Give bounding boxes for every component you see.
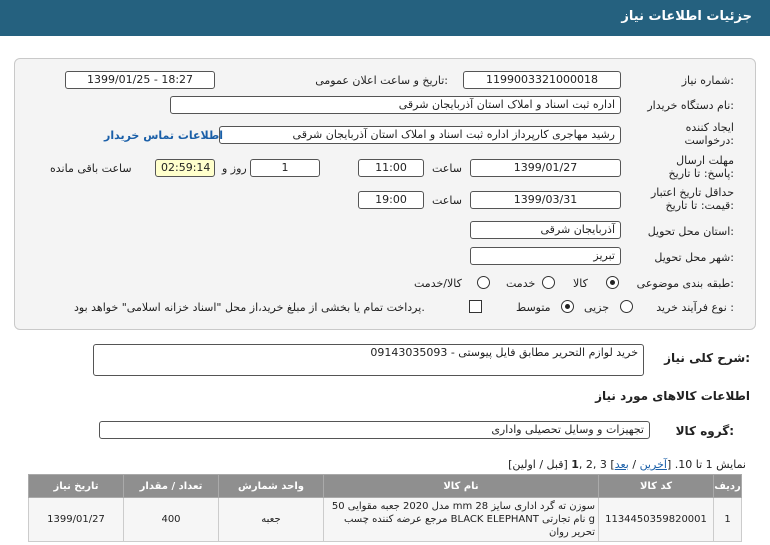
cell-name: سوزن ته گرد اداری سایز 28 mm مدل 2020 جعبه مقوایی 50 g نام تجارتی BLACK ELEPHANT مرجع عرضه کننده چسب تحریر روان [324,498,599,542]
reply-time-field: 11:00 [358,159,424,177]
price-time-label: ساعت [432,194,462,207]
process-option-minor: جزیی [584,301,610,314]
buyer-org-label: نام دستگاه خریدار: [647,99,734,112]
col-date: تاریخ نیاز [29,475,124,498]
city-field: تبریز [470,247,621,265]
need-number-label: شماره نیاز: [681,74,734,87]
category-option-goods-service: کالا/خدمت [414,277,462,290]
announce-label: تاریخ و ساعت اعلان عمومی: [315,74,448,87]
pager-current: 1 [571,458,579,471]
pager-prefix: نمایش 1 تا 10. [ [666,458,746,471]
summary-label: شرح کلی نیاز: [664,351,750,365]
category-radio-goods-service[interactable] [477,276,490,289]
buyer-org-field: اداره ثبت اسناد و املاک استان آذربایجان شرقی [170,96,621,114]
col-name: نام کالا [324,475,599,498]
goods-table [28,474,742,542]
process-label: نوع فرآیند خرید : [656,301,734,314]
province-field: آذربایجان شرقی [470,221,621,239]
city-label: شهر محل تحویل: [654,251,734,264]
category-option-service: خدمت [506,277,536,290]
pager-tail: [قبل / اولین] [508,458,572,471]
process-radio-medium[interactable] [561,300,574,313]
price-time-field: 19:00 [358,191,424,209]
creator-field: رشید مهاجری کارپرداز اداره ثبت اسناد و املاک استان آذربایجان شرقی [219,126,621,144]
remaining-timer: 02:59:14 [155,159,215,177]
page-title: جزئیات اطلاعات نیاز [621,9,752,24]
province-label: استان محل تحویل: [647,225,734,238]
category-radio-service[interactable] [542,276,555,289]
pager-next-link[interactable]: بعد [614,458,629,471]
reply-date-field: 1399/01/27 [470,159,621,177]
goods-section-title: اطلاعات کالاهای مورد نیاز [595,389,750,403]
col-qty: تعداد / مقدار [124,475,219,498]
col-unit: واحد شمارش [219,475,324,498]
cell-row: 1 [714,498,742,542]
need-number-field: 1199003321000018 [463,71,621,89]
pager-last-link[interactable]: آخرین [639,458,667,471]
cell-code: 1134450359820001 [599,498,714,542]
reply-time-label: ساعت [432,162,462,175]
category-label: طبقه بندی موضوعی: [636,277,734,290]
process-radio-minor[interactable] [620,300,633,313]
days-label: روز و [222,162,247,175]
treasury-payment-checkbox[interactable] [469,300,482,313]
pager-sep: / [628,458,640,471]
pagination [508,458,746,471]
cell-unit: جعبه [219,498,324,542]
price-date-field: 1399/03/31 [470,191,621,209]
buyer-contact-link[interactable]: اطلاعات تماس خریدار [104,129,224,142]
announce-field: 1399/01/25 - 18:27 [65,71,215,89]
category-option-goods: کالا [573,277,588,290]
remaining-label: ساعت باقی مانده [50,162,132,175]
table-row[interactable] [29,498,742,542]
summary-field: خرید لوازم التحریر مطابق فایل پیوستی - 09143035093 [93,344,644,376]
price-validity-label: حداقل تاریخ اعتبار قیمت: تا تاریخ: [650,186,734,212]
category-radio-goods[interactable] [606,276,619,289]
page-header [0,0,770,36]
goods-group-label: گروه کالا: [675,424,734,438]
col-code: کد کالا [599,475,714,498]
days-field: 1 [250,159,320,177]
treasury-payment-note: پرداخت تمام یا بخشی از مبلغ خرید،از محل "اسناد خزانه اسلامی" خواهد بود. [74,301,425,314]
cell-qty: 400 [124,498,219,542]
reply-deadline-label: مهلت ارسال پاسخ: تا تاریخ: [668,154,734,180]
goods-group-field: تجهیزات و وسایل تحصیلی واداری [99,421,650,439]
creator-label: ایجاد کننده درخواست: [684,121,734,147]
table-header-row [29,475,742,498]
process-option-medium: متوسط [516,301,551,314]
cell-date: 1399/01/27 [29,498,124,542]
col-row: ردیف [714,475,742,498]
pager-pages[interactable]: ] 3 ,2 , [578,458,615,471]
